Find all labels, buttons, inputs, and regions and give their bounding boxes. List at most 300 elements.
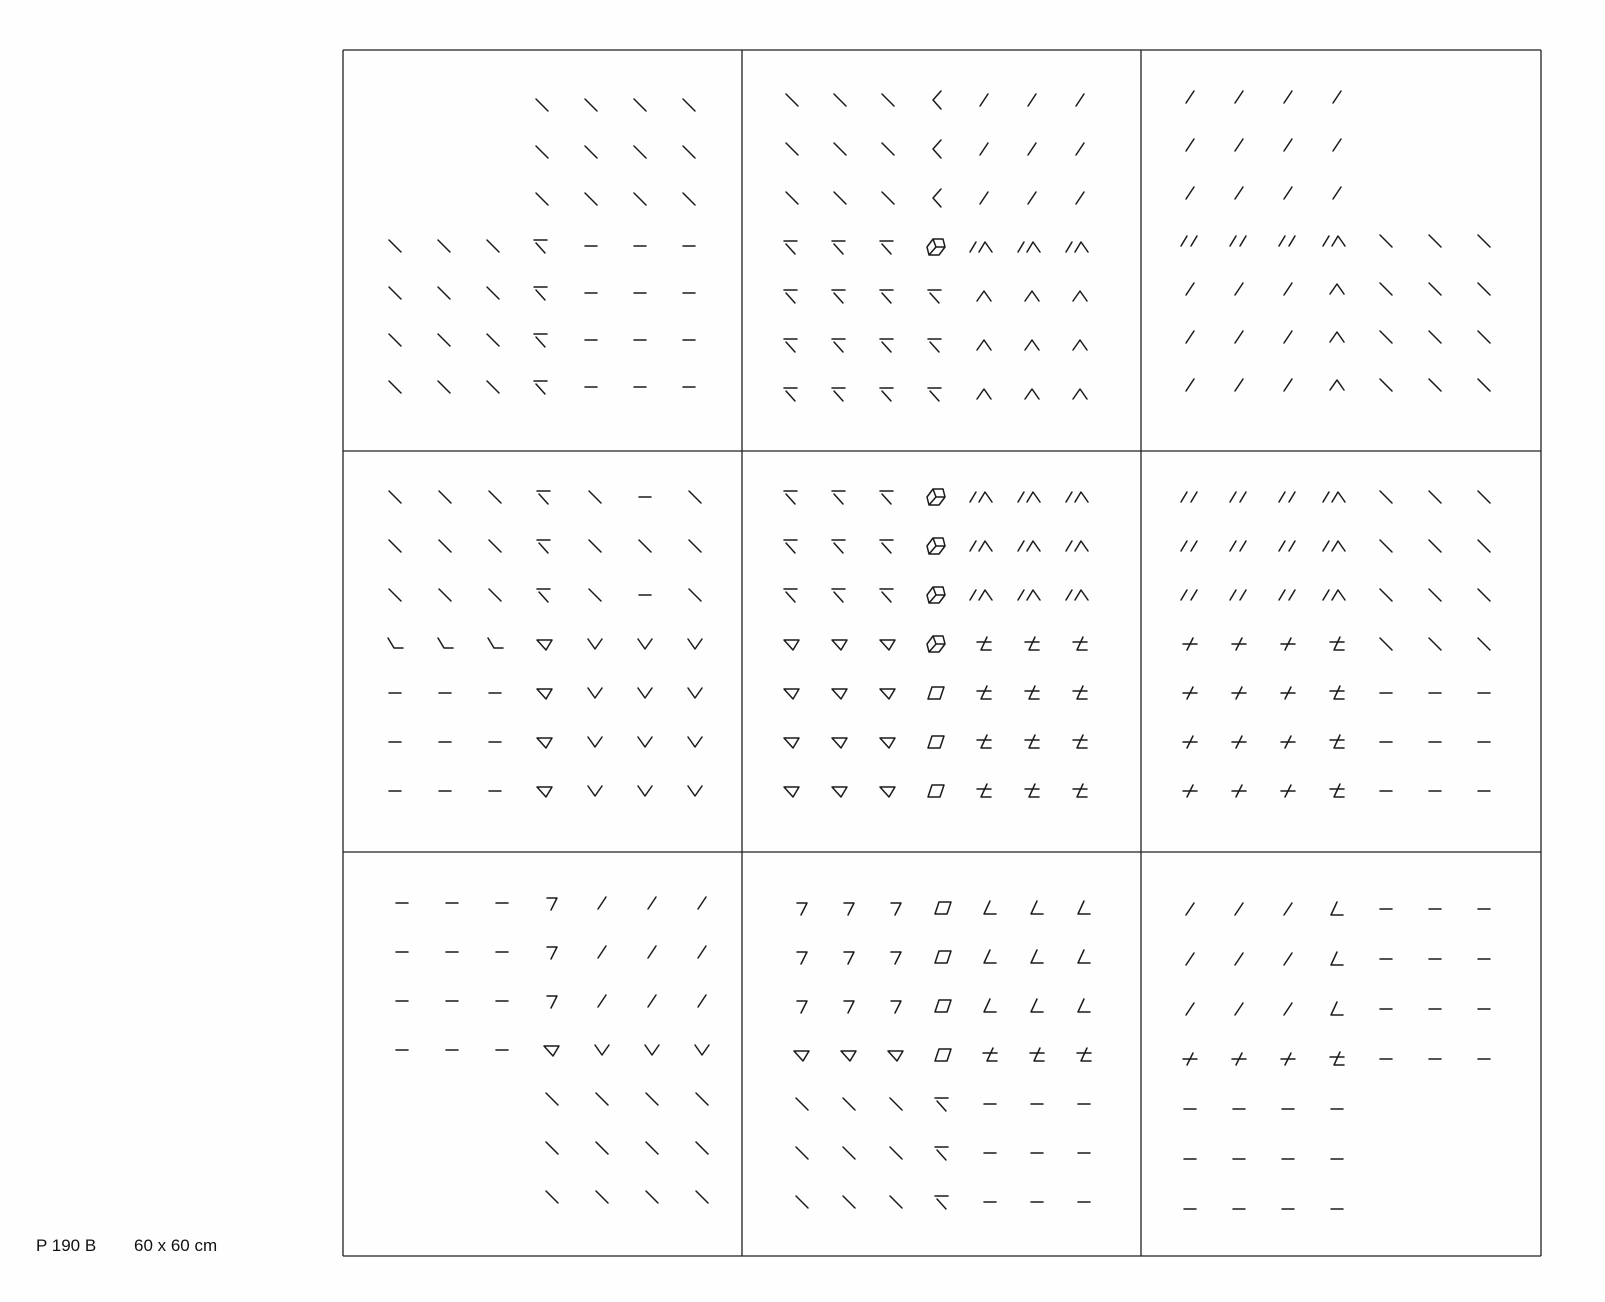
mark [784, 339, 797, 352]
mark [1025, 735, 1039, 748]
mark [1284, 1003, 1292, 1015]
mark [784, 388, 797, 401]
mark [832, 339, 845, 352]
mark [688, 688, 702, 698]
mark [977, 340, 991, 350]
mark [784, 640, 799, 650]
mark [1429, 540, 1441, 552]
mark [1380, 331, 1392, 343]
mark [1230, 590, 1246, 600]
mark [534, 240, 547, 253]
mark [1183, 736, 1197, 748]
mark [546, 1142, 558, 1154]
mark [389, 287, 401, 299]
mark [1478, 331, 1490, 343]
mark [1078, 950, 1090, 963]
mark [639, 540, 651, 552]
mark [489, 540, 501, 552]
mark [928, 339, 941, 352]
mark [598, 946, 606, 958]
mark [1028, 192, 1036, 204]
mark [1333, 91, 1341, 103]
mark [832, 738, 847, 748]
mark [1284, 953, 1292, 965]
mark [1279, 236, 1295, 246]
mark [784, 787, 799, 797]
mark [1186, 1003, 1194, 1015]
mark [1281, 736, 1295, 748]
mark [648, 897, 656, 909]
mark [1073, 735, 1087, 748]
mark [487, 240, 499, 252]
mark [598, 995, 606, 1007]
mark [1232, 687, 1246, 699]
mark [1230, 492, 1246, 502]
mark [547, 947, 557, 959]
mark [935, 1049, 951, 1061]
mark [698, 897, 706, 909]
mark [935, 1000, 951, 1012]
mark [1330, 380, 1344, 390]
mark [933, 189, 941, 207]
mark [1025, 389, 1039, 399]
mark [388, 638, 403, 648]
mark [933, 91, 941, 109]
mark [891, 903, 901, 915]
mark [1323, 492, 1345, 502]
mark [1279, 590, 1295, 600]
mark [880, 640, 895, 650]
mark [1323, 590, 1345, 600]
mark [1076, 192, 1084, 204]
mark [1380, 379, 1392, 391]
mark [1186, 379, 1194, 391]
mark [683, 146, 695, 158]
mark [1018, 590, 1040, 600]
mark [1183, 638, 1197, 650]
mark [843, 1196, 855, 1208]
mark [537, 640, 552, 650]
mark [688, 639, 702, 649]
mark [487, 381, 499, 393]
mark [784, 540, 797, 553]
panel-top-right [1181, 91, 1490, 391]
mark [588, 688, 602, 698]
artwork-size-label: 60 x 60 cm [134, 1236, 218, 1255]
mark [1186, 139, 1194, 151]
panel-middle-center [784, 489, 1088, 797]
mark [1028, 94, 1036, 106]
mark [984, 901, 996, 914]
mark [832, 540, 845, 553]
mark [439, 589, 451, 601]
mark [537, 491, 550, 504]
mark [389, 381, 401, 393]
mark [438, 287, 450, 299]
mark [980, 192, 988, 204]
mark [1330, 332, 1344, 342]
mark [844, 952, 854, 964]
mark [1235, 139, 1243, 151]
mark [1281, 687, 1295, 699]
mark [927, 587, 945, 603]
mark [1323, 541, 1345, 551]
mark [786, 143, 798, 155]
mark [970, 242, 992, 252]
mark [1018, 242, 1040, 252]
mark [890, 1196, 902, 1208]
mark [832, 290, 845, 303]
mark [784, 589, 797, 602]
mark [970, 492, 992, 502]
mark [928, 687, 944, 699]
line-marks [388, 91, 1490, 1209]
mark [928, 388, 941, 401]
mark [1186, 283, 1194, 295]
mark [695, 1045, 709, 1055]
mark [891, 952, 901, 964]
mark [980, 143, 988, 155]
mark [888, 1051, 903, 1061]
mark [487, 334, 499, 346]
mark [546, 1093, 558, 1105]
mark [488, 638, 503, 648]
mark [1429, 283, 1441, 295]
mark [1031, 950, 1043, 963]
mark [547, 996, 557, 1008]
mark [977, 735, 991, 748]
mark [1230, 236, 1246, 246]
mark [891, 1001, 901, 1013]
mark [832, 241, 845, 254]
mark [537, 689, 552, 699]
mark [598, 897, 606, 909]
mark [634, 146, 646, 158]
mark [1284, 331, 1292, 343]
mark [1073, 389, 1087, 399]
mark [844, 1001, 854, 1013]
mark [1478, 235, 1490, 247]
mark [1331, 902, 1343, 915]
mark [1232, 736, 1246, 748]
mark [698, 995, 706, 1007]
mark [683, 99, 695, 111]
mark [588, 737, 602, 747]
mark [1235, 187, 1243, 199]
mark [1078, 999, 1090, 1012]
mark [537, 540, 550, 553]
mark [935, 951, 951, 963]
mark [1330, 735, 1344, 748]
mark [1331, 952, 1343, 965]
mark [1031, 999, 1043, 1012]
mark [544, 1046, 559, 1056]
mark [1030, 1048, 1044, 1061]
mark [784, 689, 799, 699]
mark [797, 1001, 807, 1013]
mark [984, 999, 996, 1012]
mark [648, 995, 656, 1007]
mark [1279, 541, 1295, 551]
mark [970, 541, 992, 551]
mark [935, 1147, 948, 1160]
mark [638, 786, 652, 796]
mark [1333, 187, 1341, 199]
mark [389, 491, 401, 503]
mark [1281, 785, 1295, 797]
mark [389, 589, 401, 601]
mark [585, 193, 597, 205]
mark [843, 1098, 855, 1110]
mark [438, 381, 450, 393]
mark [1330, 637, 1344, 650]
mark [1429, 491, 1441, 503]
mark [1478, 589, 1490, 601]
mark [487, 287, 499, 299]
panel-top-left [389, 99, 695, 394]
mark [1284, 187, 1292, 199]
mark [880, 738, 895, 748]
mark [1025, 784, 1039, 797]
mark [834, 143, 846, 155]
mark [843, 1147, 855, 1159]
mark [489, 589, 501, 601]
mark [536, 146, 548, 158]
mark [784, 290, 797, 303]
mark [1235, 331, 1243, 343]
artwork-code-label: P 190 B [36, 1236, 97, 1255]
mark [832, 689, 847, 699]
mark [439, 540, 451, 552]
mark [1025, 686, 1039, 699]
mark [536, 99, 548, 111]
mark [977, 291, 991, 301]
mark [1235, 1003, 1243, 1015]
mark [928, 785, 944, 797]
mark [983, 1048, 997, 1061]
mark [890, 1098, 902, 1110]
mark [589, 589, 601, 601]
mark [1066, 541, 1088, 551]
mark [645, 1045, 659, 1055]
mark [1018, 541, 1040, 551]
mark [1333, 139, 1341, 151]
mark [1478, 638, 1490, 650]
mark [646, 1142, 658, 1154]
mark [638, 737, 652, 747]
mark [880, 241, 893, 254]
mark [1235, 283, 1243, 295]
mark [534, 287, 547, 300]
mark [1018, 492, 1040, 502]
mark [784, 491, 797, 504]
mark [1235, 379, 1243, 391]
mark [1284, 903, 1292, 915]
mark [585, 99, 597, 111]
mark [1429, 379, 1441, 391]
mark [634, 99, 646, 111]
mark [935, 1098, 948, 1111]
mark [439, 491, 451, 503]
mark [1073, 340, 1087, 350]
mark [834, 94, 846, 106]
mark [634, 193, 646, 205]
mark [796, 1098, 808, 1110]
mark [596, 1191, 608, 1203]
mark [935, 902, 951, 914]
mark [537, 589, 550, 602]
mark [688, 737, 702, 747]
mark [832, 491, 845, 504]
mark [438, 240, 450, 252]
mark [537, 787, 552, 797]
mark [1025, 291, 1039, 301]
mark [980, 94, 988, 106]
mark [797, 952, 807, 964]
mark [1380, 638, 1392, 650]
mark [1025, 340, 1039, 350]
mark [927, 636, 945, 652]
panel-bottom-left [396, 897, 709, 1203]
panel-bottom-center [794, 901, 1091, 1209]
mark [786, 192, 798, 204]
mark [977, 637, 991, 650]
mark [536, 193, 548, 205]
mark [1330, 1052, 1344, 1065]
mark [784, 738, 799, 748]
mark [786, 94, 798, 106]
mark [1478, 379, 1490, 391]
mark [1186, 91, 1194, 103]
mark [585, 146, 597, 158]
mark [1181, 236, 1197, 246]
mark [1076, 143, 1084, 155]
mark [784, 241, 797, 254]
mark [1279, 492, 1295, 502]
mark [389, 240, 401, 252]
mark [689, 589, 701, 601]
mark [832, 589, 845, 602]
mark [880, 339, 893, 352]
mark [1429, 235, 1441, 247]
mark [1186, 187, 1194, 199]
mark [794, 1051, 809, 1061]
mark [696, 1191, 708, 1203]
mark [596, 1093, 608, 1105]
mark [1330, 284, 1344, 294]
mark [880, 589, 893, 602]
mark [1181, 590, 1197, 600]
mark [890, 1147, 902, 1159]
mark [832, 787, 847, 797]
mark [1186, 903, 1194, 915]
mark [882, 192, 894, 204]
mark [689, 491, 701, 503]
mark [1232, 785, 1246, 797]
mark [1232, 1053, 1246, 1065]
mark [880, 388, 893, 401]
mark [696, 1093, 708, 1105]
mark [646, 1093, 658, 1105]
panel-grid-frame [343, 50, 1541, 1256]
mark [1073, 784, 1087, 797]
mark [832, 388, 845, 401]
mark [1232, 638, 1246, 650]
mark [1380, 491, 1392, 503]
mark [1066, 590, 1088, 600]
mark [1380, 589, 1392, 601]
mark [1031, 901, 1043, 914]
mark [1183, 1053, 1197, 1065]
mark [1073, 291, 1087, 301]
mark [1235, 953, 1243, 965]
mark [534, 381, 547, 394]
mark [646, 1191, 658, 1203]
mark [1281, 638, 1295, 650]
mark [1186, 331, 1194, 343]
mark [1281, 1053, 1295, 1065]
mark [1380, 235, 1392, 247]
mark [1183, 687, 1197, 699]
mark [1186, 953, 1194, 965]
mark [438, 334, 450, 346]
mark [595, 1045, 609, 1055]
mark [970, 590, 992, 600]
panel-bottom-right [1183, 902, 1490, 1209]
mark [1330, 784, 1344, 797]
mark [1025, 637, 1039, 650]
mark [438, 638, 453, 648]
mark [1284, 91, 1292, 103]
mark [1284, 379, 1292, 391]
mark [927, 538, 945, 554]
mark [698, 946, 706, 958]
mark [841, 1051, 856, 1061]
panel-middle-right [1181, 491, 1490, 797]
mark [389, 540, 401, 552]
mark [832, 640, 847, 650]
mark [389, 334, 401, 346]
mark [1028, 143, 1036, 155]
mark [796, 1196, 808, 1208]
mark [1235, 903, 1243, 915]
mark [1066, 492, 1088, 502]
mark [537, 738, 552, 748]
mark [1078, 901, 1090, 914]
mark [928, 736, 944, 748]
mark [880, 540, 893, 553]
mark [689, 540, 701, 552]
mark [796, 1147, 808, 1159]
mark [596, 1142, 608, 1154]
mark [882, 143, 894, 155]
mark [1429, 589, 1441, 601]
mark [1429, 638, 1441, 650]
mark [1331, 1002, 1343, 1015]
mark [547, 898, 557, 910]
mark [1380, 540, 1392, 552]
mark [927, 489, 945, 505]
mark [880, 491, 893, 504]
mark [1183, 785, 1197, 797]
mark [880, 787, 895, 797]
mark [977, 686, 991, 699]
mark [1429, 331, 1441, 343]
mark [984, 950, 996, 963]
mark [688, 786, 702, 796]
mark [648, 946, 656, 958]
mark [1077, 1048, 1091, 1061]
